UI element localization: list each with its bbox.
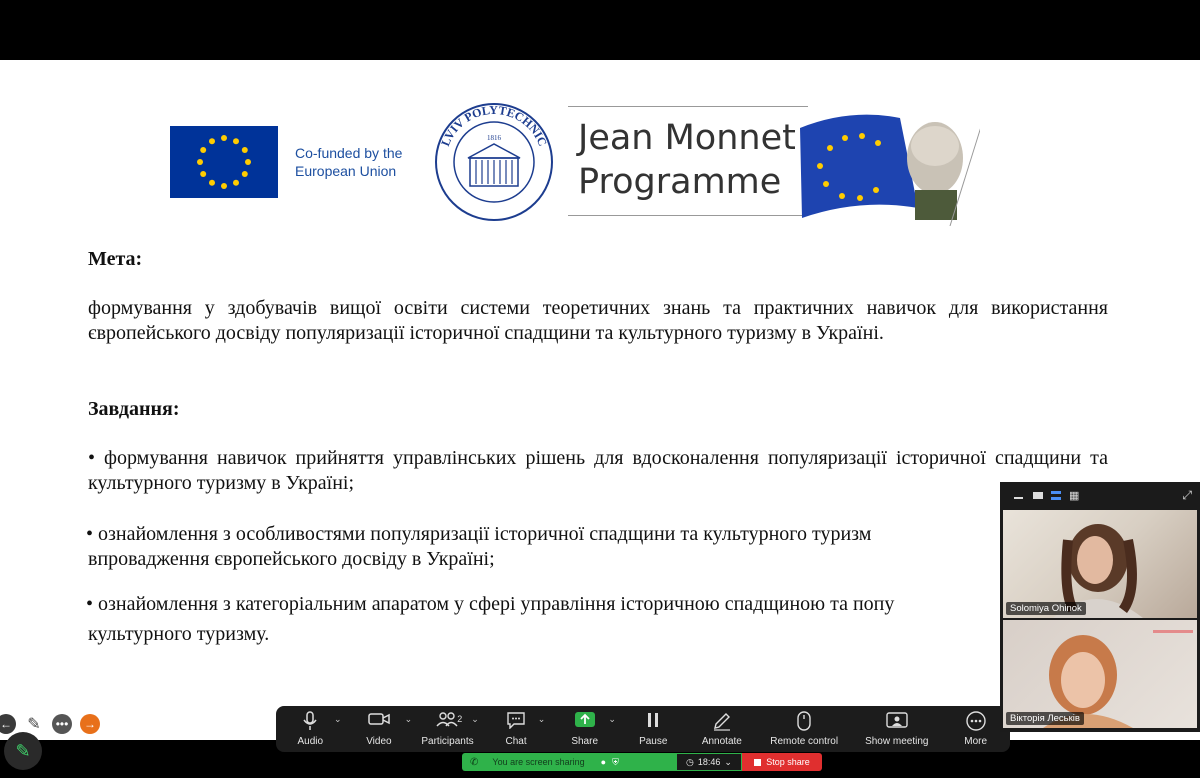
gallery-header (1000, 482, 1200, 508)
remote-control-button[interactable] (756, 706, 852, 752)
chevron-down-icon: ⌄ (724, 756, 732, 767)
back-arrow-icon[interactable]: ← (0, 714, 16, 734)
participants-button[interactable] (413, 706, 482, 752)
stop-icon (754, 759, 761, 766)
task-2-line2: впровадження європейського досвіду в Україні; (88, 548, 495, 570)
video-gallery-panel (1000, 482, 1200, 732)
single-view-icon[interactable] (1033, 492, 1043, 499)
eu-star (242, 147, 248, 153)
share-button[interactable] (550, 706, 619, 752)
annotate-button[interactable] (688, 706, 757, 752)
jm-line1: Jean Monnet (578, 118, 796, 158)
eu-star (200, 171, 206, 177)
clock-icon: ◷ (686, 756, 694, 767)
logo-band (160, 98, 980, 228)
cofunded-line2: European Union (295, 163, 397, 179)
audio-button[interactable] (276, 706, 345, 752)
phone-icon: ✆ (470, 756, 479, 768)
seal-year-text: 1816 (487, 134, 501, 142)
shield-icon: ⛨ (612, 756, 619, 767)
video-label: Video (366, 736, 392, 747)
more-label: More (964, 736, 988, 747)
pause-label: Pause (639, 736, 668, 747)
show-meeting-label: Show meeting (865, 736, 929, 747)
top-black-bar (0, 0, 1200, 60)
chevron-down-icon[interactable]: ⌄ (471, 714, 479, 724)
meeting-time: 18:46 (697, 757, 721, 767)
cofunded-line1: Co-funded by the (295, 145, 403, 161)
annotate-pen-button[interactable] (4, 732, 42, 770)
chat-button[interactable] (482, 706, 551, 752)
jm-line2: Programme (578, 162, 782, 202)
show-meeting-icon (886, 711, 908, 729)
screen-sharing-bar (462, 753, 822, 771)
task-3-line2: культурного туризму. (88, 623, 270, 645)
participant-name: Solomiya Ohinok (1006, 602, 1086, 615)
participants-count: 2 (457, 714, 463, 724)
show-meeting-button[interactable] (852, 706, 941, 752)
eu-star (245, 159, 251, 165)
fullscreen-icon[interactable]: ⤢ (1182, 487, 1192, 502)
eu-star (200, 147, 206, 153)
minimize-icon[interactable] (1014, 497, 1023, 499)
annotate-label: Annotate (701, 736, 742, 747)
eu-star (197, 159, 203, 165)
jean-monnet-flag-portrait-logo (790, 98, 980, 226)
chat-bubble-icon (506, 711, 526, 729)
more-dots-icon (966, 711, 986, 731)
eu-star (209, 138, 215, 144)
video-camera-icon (368, 711, 390, 727)
eu-star (242, 171, 248, 177)
more-dots-icon[interactable]: ••• (52, 714, 72, 734)
microphone-icon (303, 711, 317, 731)
chat-label: Chat (505, 736, 527, 747)
chevron-down-icon[interactable]: ⌄ (404, 714, 413, 724)
audio-label: Audio (297, 736, 324, 747)
chevron-down-icon[interactable]: ⌄ (608, 714, 616, 724)
goal-heading: Мета: (88, 248, 143, 270)
eu-star (209, 180, 215, 186)
lviv-polytechnic-seal-logo (432, 100, 556, 224)
share-screen-icon (574, 711, 596, 729)
jean-monnet-text (578, 116, 796, 204)
eu-star (233, 138, 239, 144)
task-2-line1: • ознайомлення з особливостями популяризації історичної спадщини та культурного туризм (86, 523, 872, 545)
mouse-icon (797, 711, 811, 731)
meeting-timer[interactable] (676, 753, 742, 771)
meeting-toolbar (276, 706, 1010, 752)
participants-label: Participants (421, 736, 474, 747)
eu-star (221, 135, 227, 141)
share-label: Share (571, 736, 599, 747)
sharing-status (462, 753, 676, 771)
participants-icon (436, 711, 458, 727)
annotate-pen-icon (712, 711, 732, 731)
pen-icon: ✎ (15, 740, 31, 761)
forward-arrow-icon[interactable]: → (80, 714, 100, 734)
pause-icon (646, 711, 660, 729)
seal-name-text: LVIV POLYTECHNIC (438, 102, 550, 149)
stop-share-label: Stop share (766, 757, 810, 767)
task-1: • формування навичок прийняття управлінських рішень для вдосконалення популяризації історичної спадщини та культурного туризму в Україні; (88, 447, 1108, 494)
stop-share-button[interactable] (742, 753, 822, 771)
sharing-status-text: You are screen sharing (492, 757, 585, 767)
eu-star (221, 183, 227, 189)
eu-flag-logo (170, 126, 278, 198)
chevron-down-icon[interactable]: ⌄ (334, 714, 342, 724)
pause-button[interactable] (619, 706, 688, 752)
task-3-line1: • ознайомлення з категоріальним апаратом у сфері управління історичною спадщиною та попу (86, 593, 895, 615)
video-button[interactable] (345, 706, 414, 752)
gallery-view-icon[interactable]: ▦ (1069, 489, 1080, 502)
participant-name: Вікторія Леськів (1006, 712, 1084, 725)
pencil-icon[interactable]: ✎ (27, 716, 41, 733)
annotation-quick-tools (0, 713, 108, 735)
cofunded-text (295, 144, 402, 180)
participant-video-tile[interactable] (1003, 620, 1197, 728)
network-icon: ● (600, 757, 607, 767)
eu-star (233, 180, 239, 186)
tasks-heading: Завдання: (88, 398, 180, 420)
chevron-down-icon[interactable]: ⌄ (537, 714, 546, 724)
goal-text: формування у здобувачів вищої освіти системи теоретичних знань та практичних навичок для використання європейського досвіду популяризації історичної спадщини та культурного туризму в Україні. (88, 297, 1108, 344)
participant-video-tile[interactable] (1003, 510, 1197, 618)
remote-control-label: Remote control (770, 736, 839, 747)
speaker-view-icon[interactable] (1051, 491, 1061, 500)
